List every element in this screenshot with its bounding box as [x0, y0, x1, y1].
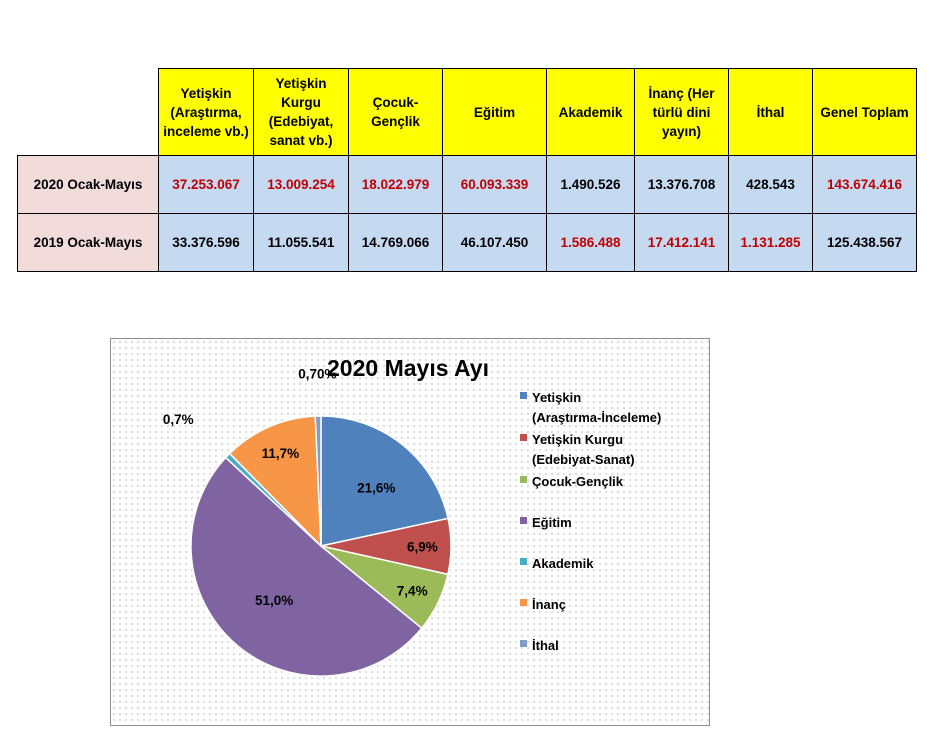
pie-data-label: 0,7% [162, 411, 194, 427]
row-label: 2020 Ocak-Mayıs [18, 156, 159, 214]
legend-label: Yetişkin (Araştırma-İnceleme) [532, 390, 662, 425]
table-cell: 13.009.254 [254, 156, 349, 214]
table-cell: 1.131.285 [729, 214, 813, 272]
table-cell: 143.674.416 [813, 156, 917, 214]
header-cell: İthal [729, 69, 813, 156]
pie-data-label: 7,4% [396, 583, 428, 599]
pie-data-label: 0,70% [298, 366, 337, 382]
header-cell: Akademik [547, 69, 635, 156]
header-cell: İnanç (Her türlü dini yayın) [635, 69, 729, 156]
row-label: 2019 Ocak-Mayıs [18, 214, 159, 272]
table-body [18, 156, 917, 272]
pie-data-label: 51,0% [254, 592, 294, 608]
table-cell: 17.412.141 [635, 214, 729, 272]
table-row [18, 214, 917, 272]
table-cell: 37.253.067 [159, 156, 254, 214]
legend-swatch [520, 476, 527, 483]
header-cell: Çocuk-Gençlik [349, 69, 443, 156]
legend-swatch [520, 392, 527, 399]
table-cell: 46.107.450 [443, 214, 547, 272]
legend-swatch [520, 640, 527, 647]
legend-label: İnanç [532, 597, 566, 612]
legend-label: Yetişkin Kurgu (Edebiyat-Sanat) [532, 432, 635, 467]
table-cell: 1.586.488 [547, 214, 635, 272]
legend-swatch [520, 558, 527, 565]
table-corner-cell [18, 69, 159, 156]
table-cell: 13.376.708 [635, 156, 729, 214]
legend-label: Çocuk-Gençlik [532, 474, 624, 489]
table-cell: 1.490.526 [547, 156, 635, 214]
legend-swatch [520, 434, 527, 441]
chart-title: 2020 Mayıs Ayı [327, 355, 489, 381]
pie-data-label: 21,6% [357, 480, 396, 496]
table-cell: 428.543 [729, 156, 813, 214]
legend-swatch [520, 599, 527, 606]
table-row [18, 156, 917, 214]
table-cell: 125.438.567 [813, 214, 917, 272]
table-cell: 60.093.339 [443, 156, 547, 214]
pie-data-label: 11,7% [261, 446, 300, 462]
legend-label: İthal [532, 638, 559, 653]
legend-label: Akademik [532, 556, 594, 571]
header-cell: Yetişkin Kurgu (Edebiyat, sanat vb.) [254, 69, 349, 156]
legend-swatch [520, 517, 527, 524]
table-cell: 18.022.979 [349, 156, 443, 214]
table-cell: 33.376.596 [159, 214, 254, 272]
legend-label: Eğitim [532, 515, 572, 530]
header-cell: Genel Toplam [813, 69, 917, 156]
table-cell: 14.769.066 [349, 214, 443, 272]
comparison-table [17, 68, 917, 272]
table-cell: 11.055.541 [254, 214, 349, 272]
header-cell: Yetişkin (Araştırma, inceleme vb.) [159, 69, 254, 156]
table-header-row [18, 69, 917, 156]
header-cell: Eğitim [443, 69, 547, 156]
pie-data-label: 6,9% [407, 539, 438, 555]
